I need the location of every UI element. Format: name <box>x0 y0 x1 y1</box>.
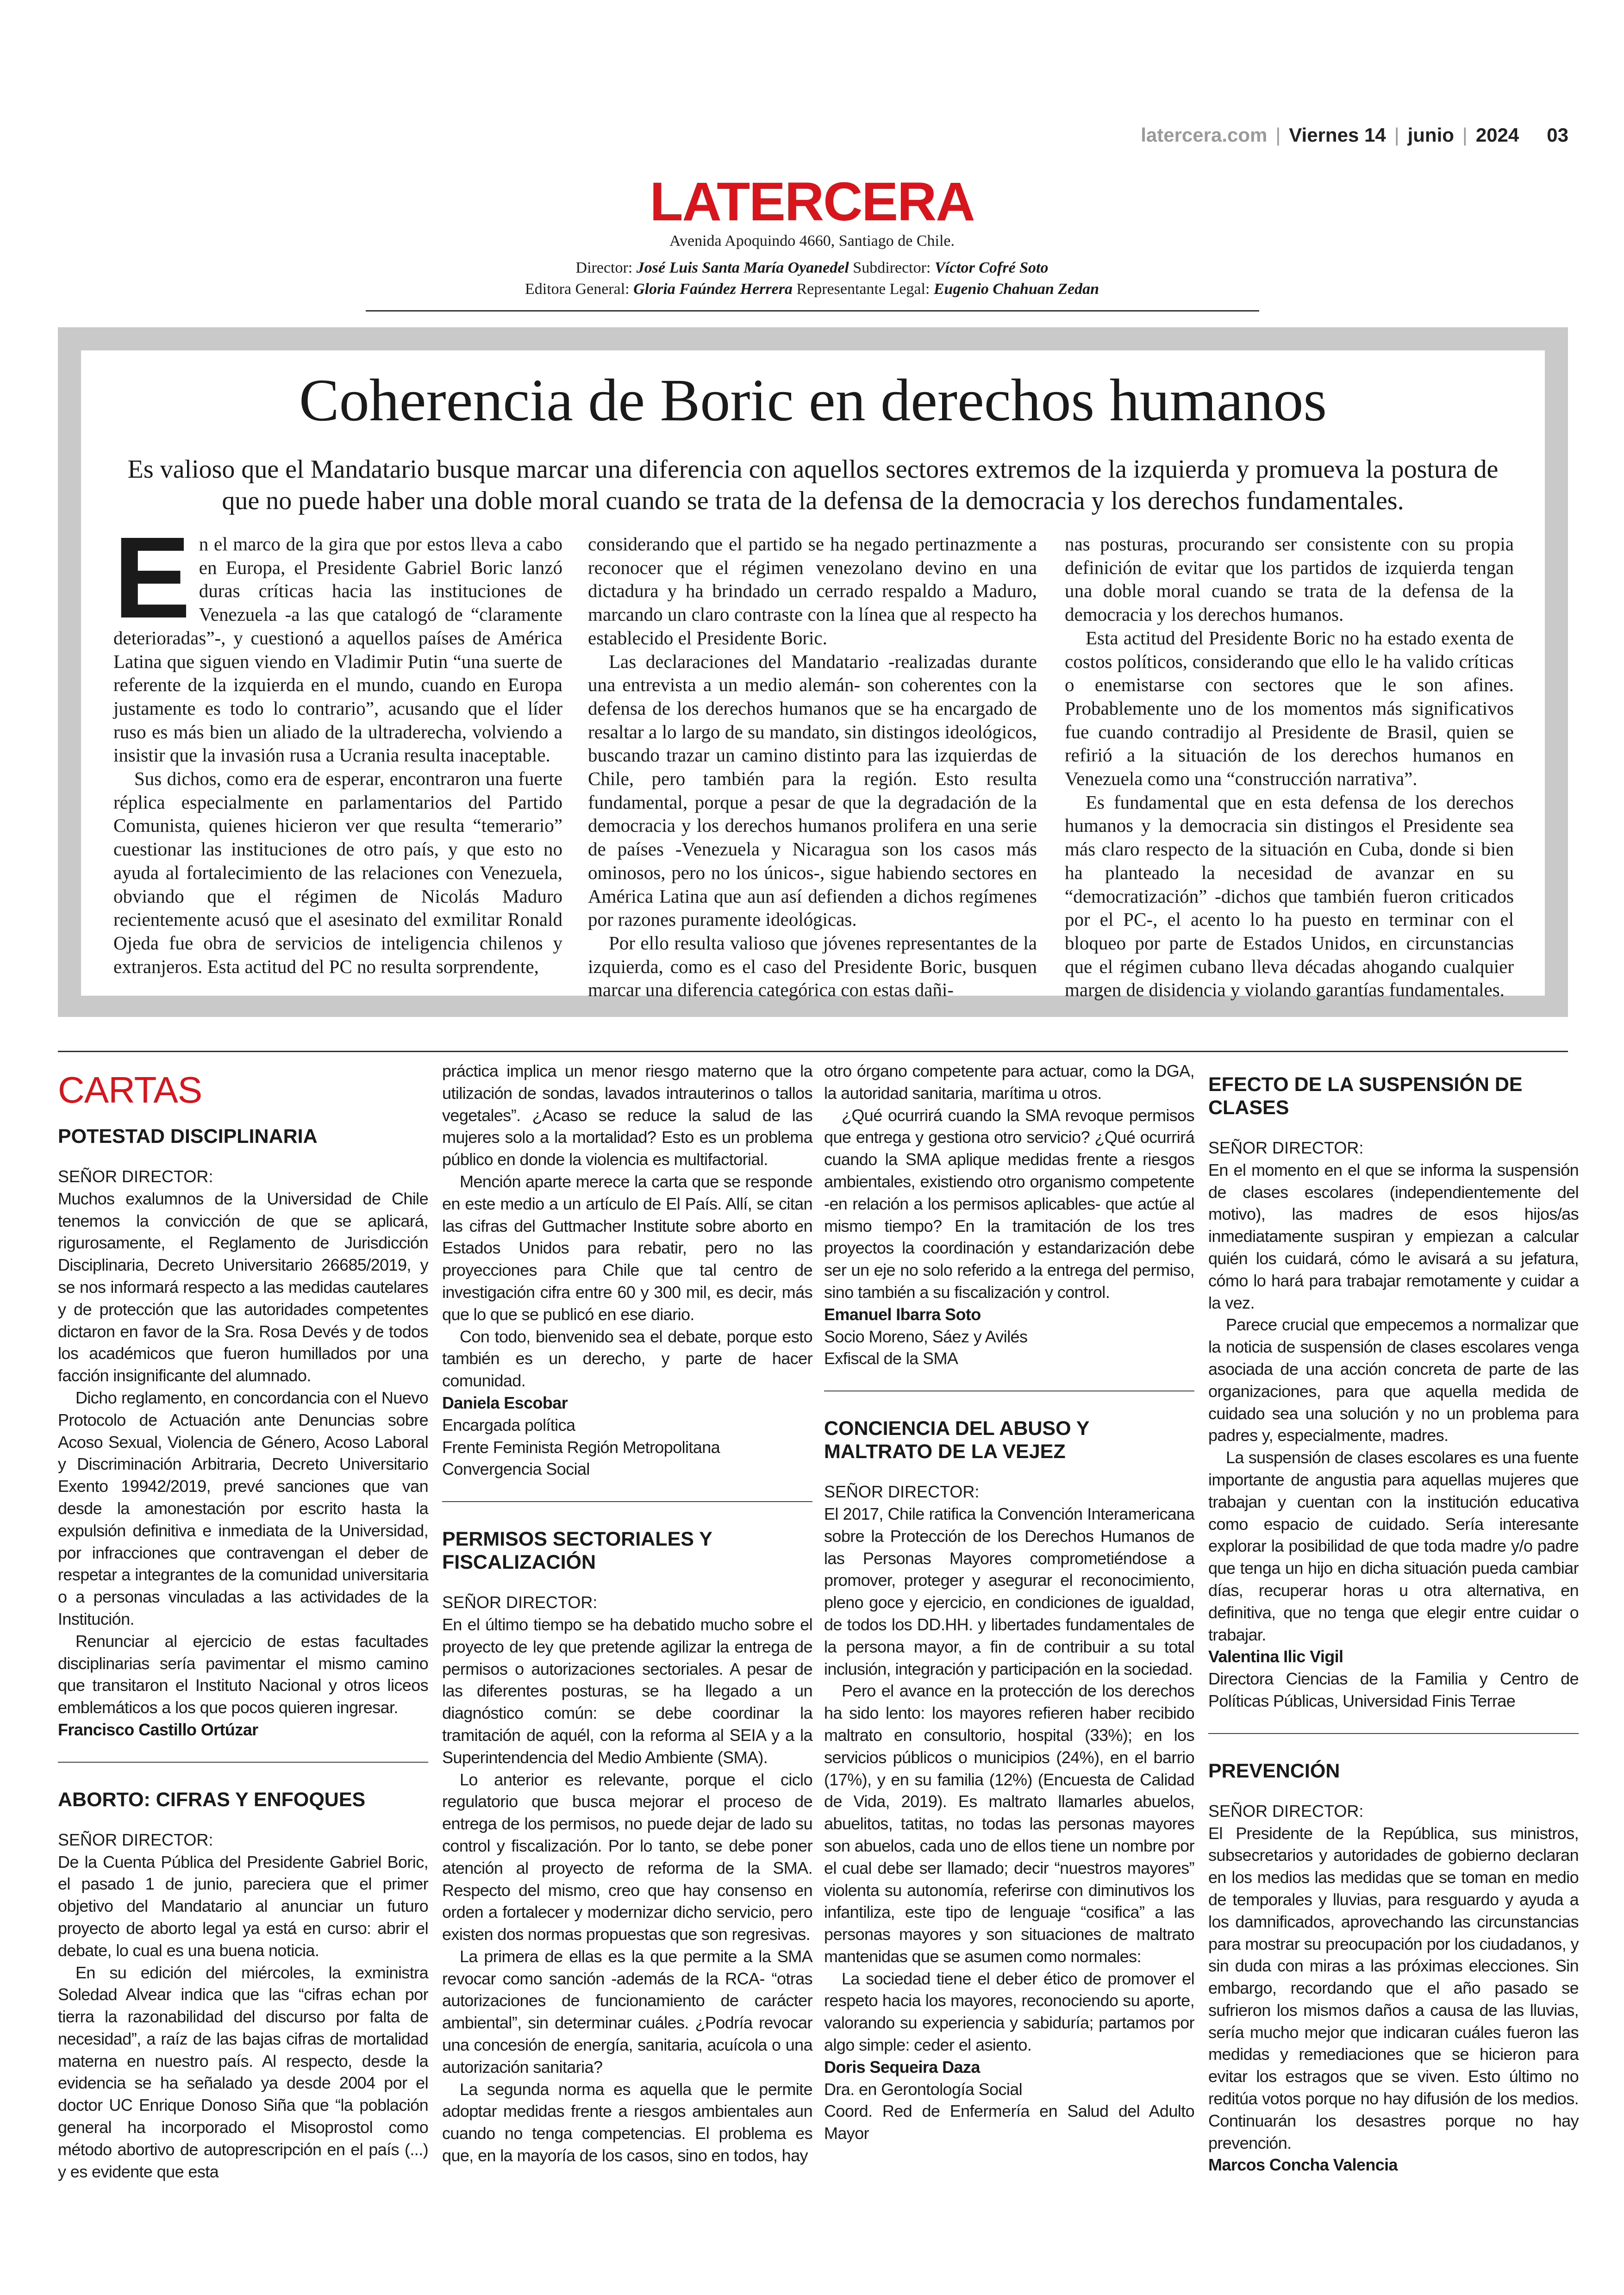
letter-signature-title: Socio Moreno, Sáez y Avilés <box>824 1327 1028 1346</box>
site-name[interactable]: latercera.com <box>1141 124 1268 146</box>
letter-paragraph: Renunciar al ejercicio de estas facultades disciplinarias sería pavimentar el mismo camino que transitaron el Instituto Nacional y otros liceos emblemáticos a los que pocos quieren ingresar. <box>58 1631 428 1717</box>
letter-paragraph: El Presidente de la República, sus ministros, subsecretarios y autoridades de gobierno declaran en los medios las medidas que se toman en medio de temporales y lluvias, para resguardo y ayuda a los damnificados, aprovechando las circunstancias para mostrar su preocupación por los ciudadanos, y sin duda con miras a las próximas elecciones. Sin embargo, recordando que el año pasado se sufrieron los mismos daños a causa de las lluvias, sería mucho mejor que indicaran cuáles fueron las medidas y remediaciones que se hicieron para evitar los estragos que se viven. Esto último no reditúa votos porque no hay difusión de los medios. Continuarán los desastres porque no hay prevención. <box>1208 1823 1579 2152</box>
editorial-paragraph: Las declaraciones del Mandatario -realizadas durante una entrevista a un medio alemán- son coherentes con la defensa de los derechos humanos que se ha encargado de resaltar a lo largo de su mandato, sin distingos ideológicos, buscando trazar un camino distinto para las izquierdas de Chile, pero también para la región. Esto resulta fundamental, porque a pesar de que la degradación de la democracia y los derechos humanos prolifera en una serie de países -Venezuela y Nicaragua son los casos más ominosos, pero no los únicos-, sigue habiendo sectores en América Latina que aun así defienden a dichos regímenes por razones puramente ideológicas. <box>588 650 1037 930</box>
letter-signature: Emanuel Ibarra Soto <box>824 1304 981 1324</box>
letter-paragraph: La sociedad tiene el deber ético de promover el respeto hacia los mayores, reconociendo su aporte, valorando su experiencia y sabiduría; partamos por algo simple: ceder el asiento. <box>824 1969 1194 2055</box>
letter-paragraph: otro órgano competente para actuar, como la DGA, la autoridad sanitaria, marítima u otros. <box>824 1061 1194 1103</box>
letter-paragraph: La primera de ellas es la que permite a la SMA revocar como sanción -además de la RCA- “otras autorizaciones de funcionamiento de carácter ambiental”, sin determinar cuáles. ¿Podría revocar una concesión de energía, sanitaria, acuícola o una autorización sanitaria? <box>442 1946 812 2077</box>
editorial-lead: Es valioso que el Mandatario busque marcar una diferencia con aquellos sectores extremos de la izquierda y promueva la postura de que no puede haber una doble moral cuando se trata de la defensa de la democracia y los derechos fundamentales. <box>127 455 1499 515</box>
letters-column-4 <box>1208 1060 1579 2176</box>
letter-heading: CONCIENCIA DEL ABUSO Y MALTRATO DE LA VEJEZ <box>824 1417 1089 1463</box>
editorial-paragraph: nas posturas, procurando ser consistente con su propia definición de evitar que los partidos de izquierda tengan una doble moral cuando se trata de la defensa de la democracia y los derechos humanos. <box>1065 533 1514 625</box>
letter-signature: Valentina Ilic Vigil <box>1208 1647 1343 1666</box>
letter-paragraph: La suspensión de clases escolares es una fuente importante de angustia para aquellas mujeres que trabajan y cuentan con la institución educativa como espacio de cuidado. Sería interesante explorar la posibilidad de que toda madre y/o padre que tenga un hijo en dicha situación pueda cambiar días, recuperar horas u otra alternativa, en definitiva, que no tenga que elegir entre cuidar o trabajar. <box>1208 1448 1579 1644</box>
letter-signature-title: Coord. Red de Enfermería en Salud del Adulto Mayor <box>824 2102 1194 2143</box>
date-month: junio <box>1407 124 1454 146</box>
letters-column-2 <box>442 1060 812 2167</box>
letter-salutation: SEÑOR DIRECTOR: <box>442 1593 598 1612</box>
letter-paragraph: El 2017, Chile ratifica la Convención Interamericana sobre la Protección de los Derechos Humanos de las Personas Mayores comprometiéndose a promover, proteger y asegurar el reconocimiento, pleno goce y ejercicio, en condiciones de igualdad, de todos los DD.HH. y libertades fundamentales de la persona mayor, a fin de contribuir a su total inclusión, integración y participación en la sociedad. <box>824 1504 1194 1678</box>
letter-paragraph: Con todo, bienvenido sea el debate, porque esto también es un derecho, y parte de hacer comunidad. <box>442 1327 812 1391</box>
editorial-paragraph: Sus dichos, como era de esperar, encontraron una fuerte réplica especialmente en parlamentarios del Partido Comunista, quienes hicieron ver que resulta “temerario” cuestionar las instituciones de otro país, y que esto no ayuda al fortalecimiento de las relaciones con Venezuela, obviando que el régimen de Nicolás Maduro recientemente acusó que el asesinato del exmilitar Ronald Ojeda fue obra de servicios de inteligencia chilenos y extranjeros. Esta actitud del PC no resulta sorprendente, <box>113 768 562 977</box>
letters-column-1 <box>58 1060 428 2183</box>
letter-signature-title: Convergencia Social <box>442 1459 590 1479</box>
letter-signature: Doris Sequeira Daza <box>824 2057 980 2077</box>
letter-divider <box>1208 1733 1579 1734</box>
letter-salutation: SEÑOR DIRECTOR: <box>1208 1138 1364 1157</box>
letter-signature: Francisco Castillo Ortúzar <box>58 1720 258 1739</box>
letter-salutation: SEÑOR DIRECTOR: <box>58 1167 213 1186</box>
letter-paragraph: Muchos exalumnos de la Universidad de Chile tenemos la convicción de que se aplicará, rigurosamente, el Reglamento de Jurisdicción Disciplinaria, Decreto Universitario 26685/2019, y se nos informará respecto a las medidas cautelares y de protección que las autoridades competentes dictaron en favor de la Sra. Rosa Devés y de todos los académicos que fueron humillados por una facción insignificante del alumnado. <box>58 1189 428 1385</box>
letters-column-3 <box>824 1060 1194 2145</box>
date-day: Viernes 14 <box>1289 124 1386 146</box>
editorial-paragraph: En el marco de la gira que por estos lleva a cabo en Europa, el Presidente Gabriel Boric lanzó duras críticas hacia las instituciones de Venezuela -a las que catalogó de “claramente deterioradas”-, y cuestionó a aquellos países de América Latina que siguen viendo en Vladimir Putin “una suerte de referente de la izquierda en el mundo, cuando en Europa justamente es todo lo contrario”, acusando que el líder ruso es más bien un aliado de la ultraderecha, volviendo a insistir que la invasión rusa a Ucrania resulta inaceptable. <box>113 513 562 766</box>
editorial-paragraph: Esta actitud del Presidente Boric no ha estado exenta de costos políticos, considerando que ello le ha valido críticas o enemistarse con sectores que le son afines. Probablemente uno de los momentos más significativos fue cuando contradijo al Presidente de Brasil, quien se refirió a la situación de los derechos humanos en Venezuela como una “construcción narrativa”. <box>1065 627 1514 790</box>
masthead-divider <box>366 310 1259 312</box>
page-header-bar: latercera.com | Viernes 14 | junio | 2024 03 <box>1141 124 1568 146</box>
letter-salutation: SEÑOR DIRECTOR: <box>1208 1801 1364 1821</box>
letter-heading: EFECTO DE LA SUSPENSIÓN DE CLASES <box>1208 1073 1523 1119</box>
letter-paragraph: práctica implica un menor riesgo materno que la utilización de sondas, lavados intrauterinos o tallos vegetales”. ¿Acaso se reduce la salud de las mujeres solo a la mortalidad? Esto es un problema público en donde la violencia es multifactorial. <box>442 1061 812 1169</box>
letter-divider <box>58 1762 428 1763</box>
masthead-editors: Editora General: Gloria Faúndez Herrera Representante Legal: Eugenio Chahuan Zedan <box>525 281 1099 298</box>
letter-paragraph: En su edición del miércoles, la exministra Soledad Alvear indica que las “cifras echan por tierra la razonabilidad del discurso por falta de necesidad”, a raíz de las bajas cifras de mortalidad materna en nuestro país. Al respecto, desde la evidencia se ha señalado ya desde 2004 por el doctor UC Enrique Donoso Siña que “la población general ha incorporado el Misoprostol como método abortivo de autoprescripción en el país (...) y es evidente que esta <box>58 1963 428 2181</box>
letter-paragraph: Lo anterior es relevante, porque el ciclo regulatorio que busca mejorar el proceso de entrega de los permisos, no puede dejar de lado su control y fiscalización. Por lo tanto, se debe poner atención al proyecto de reforma de la SMA. Respecto del mismo, creo que hay consenso en orden a fortalecer y modernizar dicho servicio, pero existen dos normas propuestas que son regresivas. <box>442 1770 812 1944</box>
letter-signature-title: Dra. en Gerontología Social <box>824 2079 1023 2099</box>
editorial-column-3 <box>1065 532 1514 1002</box>
letter-signature-title: Encargada política <box>442 1415 575 1434</box>
letter-salutation: SEÑOR DIRECTOR: <box>824 1482 980 1502</box>
letter-paragraph: Mención aparte merece la carta que se responde en este medio a un artículo de El País. Allí, se citan las cifras del Guttmacher Institute sobre aborto en Estados Unidos para rebatir, pero no las proyecciones para Chile que tal centro de investigación cifra entre 60 y 300 mil, es decir, más que lo que se publicó en ese diario. <box>442 1172 812 1324</box>
cartas-divider <box>58 1051 1568 1052</box>
letter-heading: ABORTO: CIFRAS Y ENFOQUES <box>58 1788 366 1811</box>
newspaper-logo: LATERCERA <box>650 171 974 232</box>
page-number: 03 <box>1547 124 1568 146</box>
letter-paragraph: ¿Qué ocurrirá cuando la SMA revoque permisos que entrega y gestiona otro servicio? ¿Qué ocurrirá cuando la SMA aplique medidas frente a riesgos ambientales, existiendo otro organismo competente -en relación a los permisos aplicables- que actúe al mismo tiempo? En la tramitación de los tres proyectos la coordinación y estandarización debe ser un eje no solo referido a la entrega del permiso, sino también a su fiscalización y control. <box>824 1105 1194 1302</box>
letter-heading: POTESTAD DISCIPLINARIA <box>58 1125 318 1148</box>
letter-signature-title: Frente Feminista Región Metropolitana <box>442 1437 720 1457</box>
editorial-paragraph: Por ello resulta valioso que jóvenes representantes de la izquierda, como es el caso del Presidente Boric, busquen marcar una diferencia categórica con estas dañi- <box>588 932 1037 1001</box>
letter-signature-title: Directora Ciencias de la Familia y Centro de Políticas Públicas, Universidad Finis Terrae <box>1208 1669 1579 1710</box>
letter-paragraph: En el momento en el que se informa la suspensión de clases escolares (independientemente del motivo), las madres de esos hijos/as inmediatamente suspiran y empiezan a calcular quién los cuidará, cómo le avisará a su jefatura, cómo lo hará para trabajar remotamente y cuidar a la vez. <box>1208 1160 1579 1312</box>
letter-signature-title: Exfiscal de la SMA <box>824 1349 958 1368</box>
letter-heading: PREVENCIÓN <box>1208 1759 1340 1782</box>
letter-heading: PERMISOS SECTORIALES Y FISCALIZACIÓN <box>442 1528 712 1574</box>
date-year: 2024 <box>1475 124 1519 146</box>
letter-paragraph: La segunda norma es aquella que le permite adoptar medidas frente a riesgos ambientales aun cuando no tenga competencias. El problema es que, en la mayoría de los casos, sino en todos, hay <box>442 2079 812 2165</box>
letter-paragraph: En el último tiempo se ha debatido mucho sobre el proyecto de ley que pretende agilizar la entrega de permisos o autorizaciones sectoriales. A pesar de las diferentes posturas, se ha llegado a un diagnóstico común: se debe coordinar la tramitación de aquél, con la reforma al SEIA y a la Superintendencia del Medio Ambiente (SMA). <box>442 1615 812 1767</box>
letter-paragraph: Parece crucial que empecemos a normalizar que la noticia de suspensión de clases escolares venga asociada de una acción concreta de parte de las organizaciones, para que aquella medida de cuidado sea una solución y no un problema para padres y, especialmente, madres. <box>1208 1315 1579 1445</box>
letter-signature: Marcos Concha Valencia <box>1208 2155 1398 2175</box>
editorial-column-2 <box>588 532 1037 1002</box>
editorial-paragraph: considerando que el partido se ha negado pertinazmente a reconocer que el régimen venezolano devino en una dictadura y ha brindado un cerrado respaldo a Maduro, marcando un claro contraste con la línea que al respecto ha establecido el Presidente Boric. <box>588 533 1037 649</box>
letter-divider <box>442 1501 812 1502</box>
masthead-address: Avenida Apoquindo 4660, Santiago de Chile. <box>669 232 955 249</box>
letter-signature: Daniela Escobar <box>442 1393 568 1412</box>
editorial-column-1 <box>113 513 562 978</box>
editorial-paragraph: Es fundamental que en esta defensa de los derechos humanos y la democracia sin distingos el Presidente sea más claro respecto de la situación en Cuba, donde si bien ha planteado la necesidad de avanzar en su “democratización” -dichos que también fueron criticados por el PC-, el acento lo ha puesto en terminar con el bloqueo por parte de Estados Unidos, en circunstancias que el régimen cubano lleva décadas ahogando cualquier margen de disidencia y violando garantías fundamentales. <box>1065 791 1514 1001</box>
drop-cap: E <box>113 513 191 642</box>
editorial-title: Coherencia de Boric en derechos humanos <box>299 367 1327 434</box>
letter-paragraph: De la Cuenta Pública del Presidente Gabriel Boric, el pasado 1 de junio, pareciera que el primer objetivo del Mandatario al anunciar un futuro proyecto de aborto legal ya está en curso: abrir el debate, lo cual es una buena noticia. <box>58 1852 428 1960</box>
masthead-directors: Director: José Luis Santa María Oyanedel Subdirector: Víctor Cofré Soto <box>575 259 1049 276</box>
letter-paragraph: Dicho reglamento, en concordancia con el Nuevo Protocolo de Actuación ante Denuncias sobre Acoso Sexual, Violencia de Género, Acoso Laboral y Discriminación Arbitraria, Decreto Universitario Exento 19942/2019, prevé sanciones que van desde la amonestación por escrito hasta la expulsión definitiva e inmediata de la Universidad, por infracciones que contravengan el deber de respetar a integrantes de la comunidad universitaria o a personas vinculadas a las actividades de la Institución. <box>58 1388 428 1628</box>
cartas-section-title: CARTAS <box>58 1069 202 1110</box>
letter-salutation: SEÑOR DIRECTOR: <box>58 1830 213 1849</box>
letter-paragraph: Pero el avance en la protección de los derechos ha sido lento: los mayores refieren haber recibido maltrato en consultorio, hospital (33%); en los servicios públicos o municipios (24%), en el barrio (17%), y en su familia (12%) (Encuesta de Calidad de Vida, 2019). Es maltrato llamarles abuelos, abuelitos, tatitas, no todas las personas mayores son abuelos, cada uno de ellos tiene un nombre por el cual debe ser llamado; decir “nuestros mayores” violenta su autonomía, referirse con diminutivos los infantiliza, este tipo de lenguaje “cosifica” a las personas mayores y son situaciones de maltrato mantenidas que se asumen como normales: <box>824 1681 1194 1966</box>
